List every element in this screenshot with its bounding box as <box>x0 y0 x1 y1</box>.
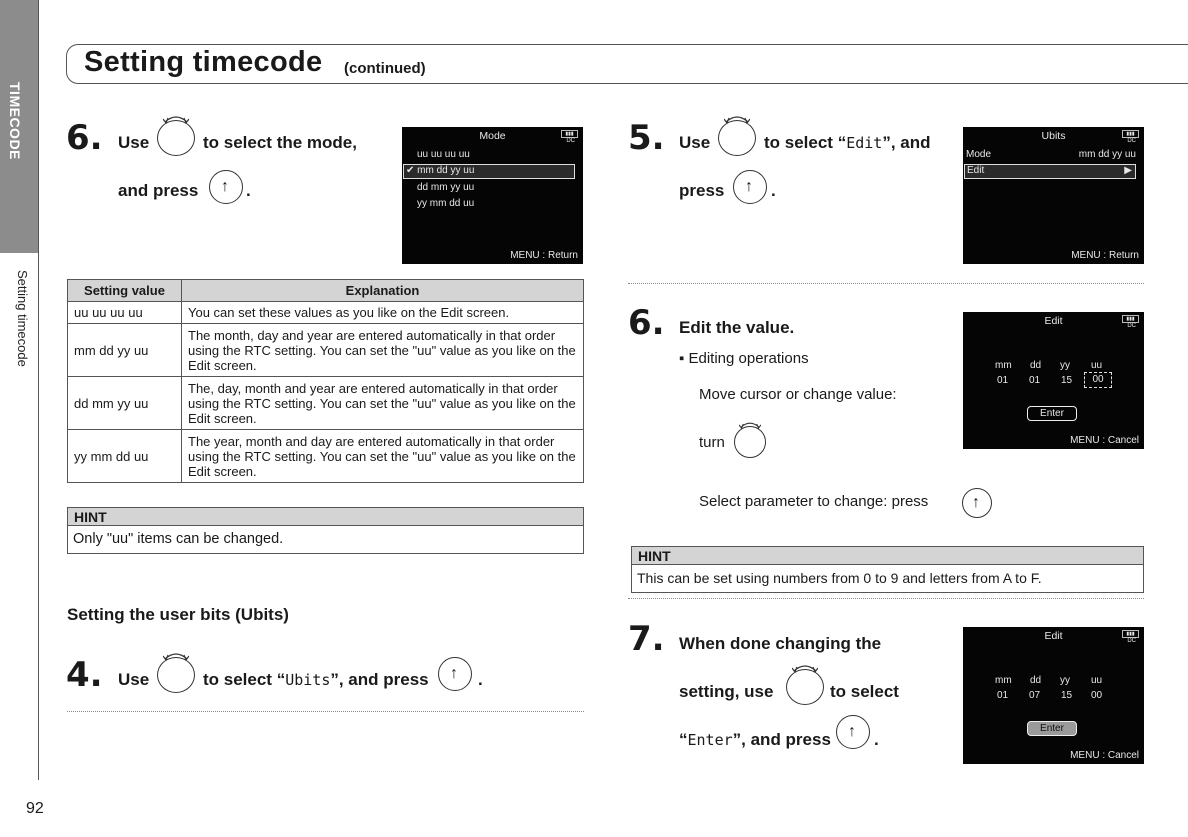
hint-label: HINT <box>632 547 1143 565</box>
step-number: 4. <box>66 655 103 695</box>
field-value[interactable]: 01 <box>997 690 1009 701</box>
screen-menu-item[interactable]: yy mm dd uu <box>417 198 475 209</box>
dial-icon <box>734 418 766 458</box>
page-title: Setting timecode <box>84 46 323 78</box>
page-number: 92 <box>26 800 44 817</box>
side-tab-label: TIMECODE <box>7 82 23 160</box>
field-value[interactable]: 15 <box>1061 375 1073 386</box>
battery-icon: ▮▮▮ <box>1122 630 1139 638</box>
table-header: Setting value <box>68 280 182 302</box>
field-value-cursor[interactable]: 00 <box>1084 372 1112 388</box>
screen-menu-item-selected[interactable] <box>403 164 575 179</box>
battery-icon: ▮▮▮ <box>1122 315 1139 323</box>
press-icon: ↑ <box>836 715 870 749</box>
step-number: 6. <box>66 118 103 158</box>
dial-icon <box>157 112 195 156</box>
power-source-label: DC <box>566 138 575 144</box>
screen-title: Edit <box>1044 315 1063 327</box>
screen-footer: MENU : Return <box>1071 250 1139 261</box>
dotted-divider <box>67 711 584 712</box>
field-label: uu <box>1091 675 1103 686</box>
field-value[interactable]: 15 <box>1061 690 1073 701</box>
press-icon: ↑ <box>438 657 472 691</box>
mode-screen <box>402 127 583 264</box>
step-text: to select <box>830 682 899 701</box>
table-header: Explanation <box>182 280 584 302</box>
screen-title: Ubits <box>1041 130 1066 142</box>
table-cell: yy mm dd uu <box>68 430 182 483</box>
step-text-part: “ <box>679 730 688 749</box>
ui-code: Enter <box>687 731 733 749</box>
table-row <box>68 377 584 430</box>
step-text-part: ”, and press <box>732 730 831 749</box>
hint-box <box>631 546 1144 593</box>
field-label: dd <box>1030 675 1042 686</box>
table-cell: The year, month and day are entered automatically in that order using the RTC setting. You can set the "uu" value as you like on the Edit screen. <box>182 430 584 483</box>
step-text: press <box>679 181 725 200</box>
step-text-part: to select “ <box>203 670 286 689</box>
step-text: . <box>874 730 879 749</box>
field-value[interactable]: 01 <box>997 375 1009 386</box>
step-text: . <box>246 181 251 200</box>
edit-screen-enter <box>963 627 1144 764</box>
screen-menu-item-label: mm dd yy uu <box>417 165 475 176</box>
enter-button-selected[interactable]: Enter <box>1027 721 1077 736</box>
step-text <box>764 133 931 153</box>
step-text: Use <box>679 133 711 152</box>
power-source-label: DC <box>1127 323 1136 329</box>
screen-item-label: Mode <box>966 149 992 160</box>
table-row <box>68 324 584 377</box>
table-cell: dd mm yy uu <box>68 377 182 430</box>
press-icon: ↑ <box>962 488 992 518</box>
table-cell: uu uu uu uu <box>68 302 182 324</box>
field-label: mm <box>995 675 1012 686</box>
field-label: yy <box>1060 675 1070 686</box>
hint-label: HINT <box>68 508 583 526</box>
field-value[interactable]: 00 <box>1091 690 1103 701</box>
instruction-text: Move cursor or change value: <box>699 386 897 403</box>
settings-table <box>67 279 584 483</box>
screen-footer: MENU : Cancel <box>1070 750 1139 761</box>
step-text-part: to select “ <box>764 133 847 152</box>
dial-icon <box>718 112 756 156</box>
enter-button[interactable]: Enter <box>1027 406 1077 421</box>
field-label: uu <box>1091 360 1103 371</box>
battery-icon: ▮▮▮ <box>1122 130 1139 138</box>
screen-item-value: mm dd yy uu <box>1078 149 1136 160</box>
hint-text: Only "uu" items can be changed. <box>73 531 284 547</box>
step-text: . <box>478 670 483 689</box>
dial-icon <box>786 661 824 705</box>
ui-code: Edit <box>846 134 883 152</box>
dotted-divider <box>628 598 1144 599</box>
step-text: setting, use <box>679 682 774 701</box>
step-number: 5. <box>628 118 665 158</box>
ubits-screen <box>963 127 1144 264</box>
field-label: mm <box>995 360 1012 371</box>
dial-icon <box>157 649 195 693</box>
field-label: yy <box>1060 360 1070 371</box>
instruction-text: turn <box>699 434 725 451</box>
step-text: Use <box>118 670 150 689</box>
step-text: to select the mode, <box>203 133 357 152</box>
screen-menu-item[interactable] <box>966 149 1136 160</box>
step-text: and press <box>118 181 199 200</box>
field-value[interactable]: 07 <box>1029 690 1041 701</box>
screen-menu-item-selected[interactable] <box>964 164 1136 179</box>
section-heading: Setting the user bits (Ubits) <box>67 605 289 624</box>
step-text <box>679 730 831 750</box>
step-number: 7. <box>628 619 665 659</box>
step-text: Use <box>118 133 150 152</box>
side-section-label: Setting timecode <box>15 270 30 367</box>
battery-icon: ▮▮▮ <box>561 130 578 138</box>
step-text: When done changing the <box>679 634 882 653</box>
screen-title: Edit <box>1044 630 1063 642</box>
field-label: dd <box>1030 360 1042 371</box>
ui-code: Ubits <box>285 671 331 689</box>
screen-footer: MENU : Cancel <box>1070 435 1139 446</box>
screen-menu-item[interactable]: dd mm yy uu <box>417 182 475 193</box>
edit-screen <box>963 312 1144 449</box>
power-source-label: DC <box>1127 138 1136 144</box>
table-cell: The month, day and year are entered automatically in that order using the RTC setting. You can set the "uu" value as you like on the Edit screen. <box>182 324 584 377</box>
press-icon: ↑ <box>209 170 243 204</box>
power-source-label: DC <box>1127 638 1136 644</box>
side-divider <box>38 0 39 780</box>
screen-item-label: Edit <box>967 165 985 176</box>
step-text: . <box>771 181 776 200</box>
bullet-heading: ▪ Editing operations <box>679 350 809 367</box>
step-text <box>203 670 429 690</box>
table-row <box>68 430 584 483</box>
table-cell: You can set these values as you like on the Edit screen. <box>182 302 584 324</box>
table-header-row <box>68 280 584 302</box>
table-row <box>68 302 584 324</box>
check-icon: ✔ <box>406 165 415 176</box>
hint-box <box>67 507 584 554</box>
chevron-right-icon: ▶ <box>1124 165 1132 176</box>
page-subtitle: (continued) <box>344 60 426 77</box>
step-number: 6. <box>628 303 665 343</box>
step-text-part: ”, and <box>882 133 931 152</box>
press-icon: ↑ <box>733 170 767 204</box>
step-text-part: ”, and press <box>330 670 429 689</box>
instruction-text: Select parameter to change: press <box>699 493 929 510</box>
step-title: Edit the value. <box>679 318 795 337</box>
screen-menu-item[interactable]: uu uu uu uu <box>417 149 470 160</box>
hint-text: This can be set using numbers from 0 to 9 and letters from A to F. <box>637 570 1042 586</box>
table-cell: mm dd yy uu <box>68 324 182 377</box>
screen-footer: MENU : Return <box>510 250 578 261</box>
dotted-divider <box>628 283 1144 284</box>
screen-title: Mode <box>479 130 506 142</box>
field-value[interactable]: 01 <box>1029 375 1041 386</box>
table-cell: The, day, month and year are entered automatically in that order using the RTC setting. You can set the "uu" value as you like on the Edit screen. <box>182 377 584 430</box>
